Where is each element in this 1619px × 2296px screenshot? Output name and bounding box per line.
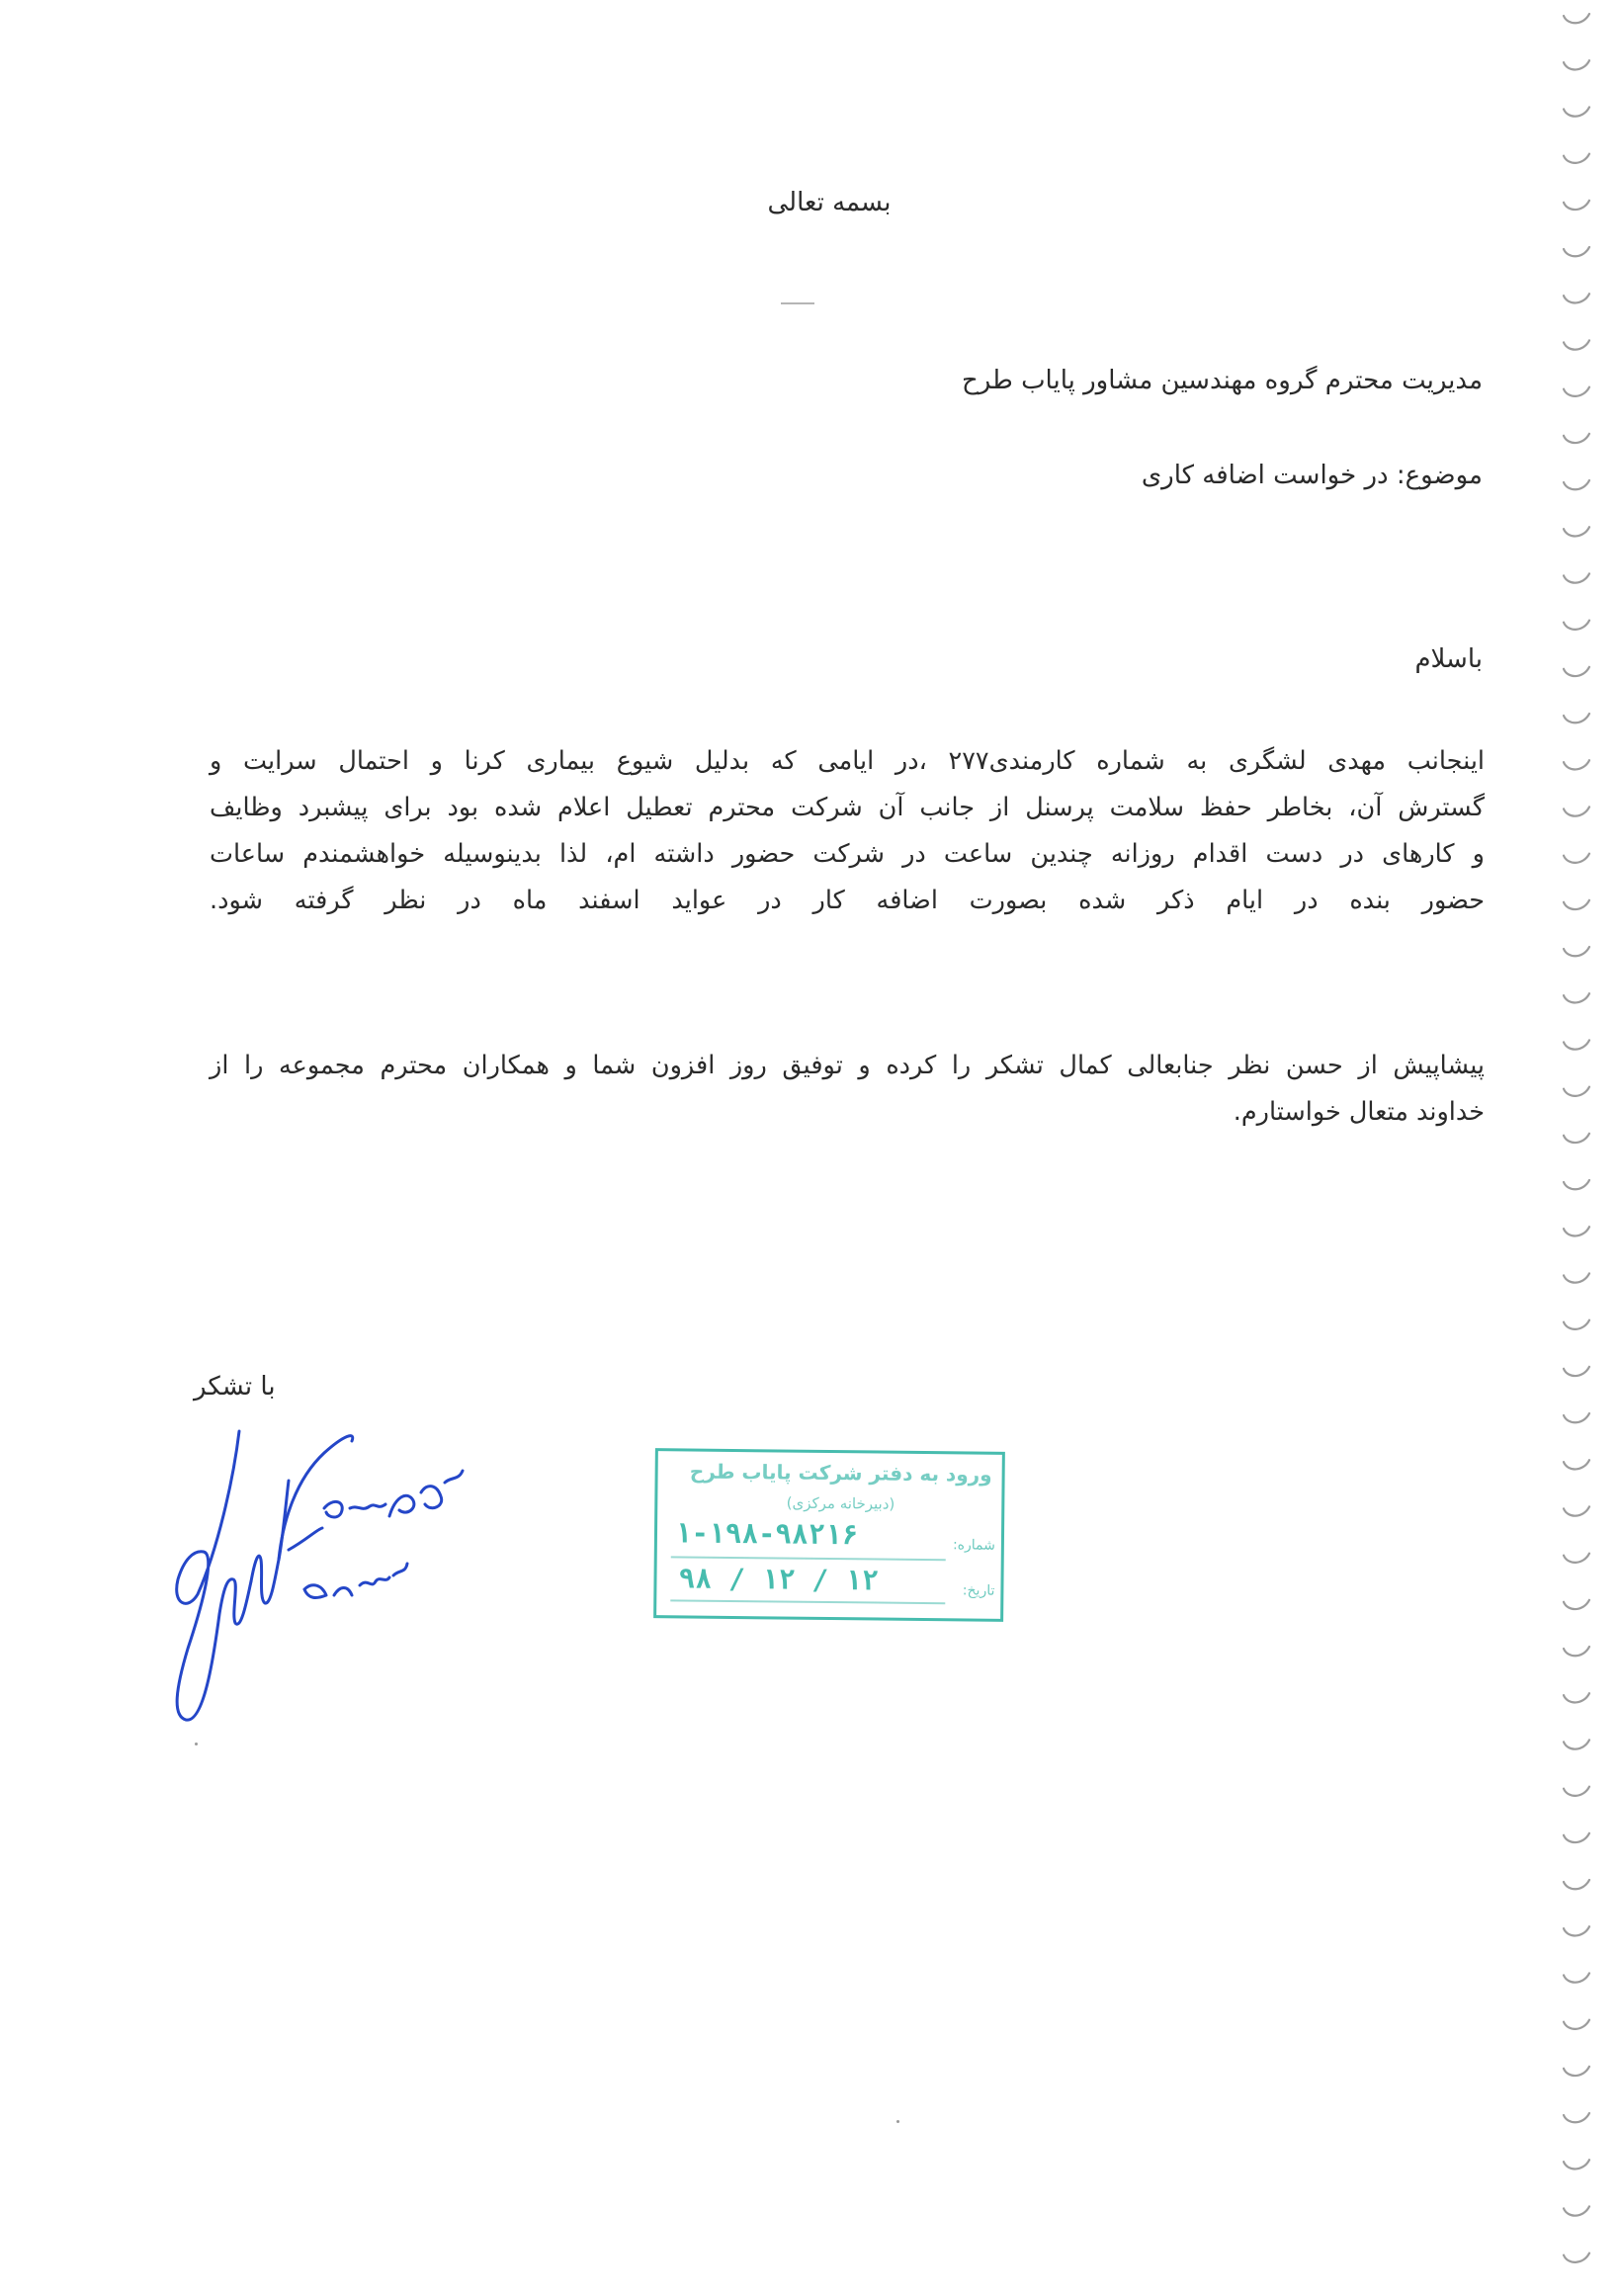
binding-hole [1564,2020,1589,2029]
binding-hole [1564,947,1589,956]
body-line-1: اینجانب مهدی لشگری به شماره کارمندی۲۷۷ ،در ایامی که بدلیل شیوع بیماری کرنا و احتمال سرایت و [210,746,1486,776]
binding-hole [1564,760,1589,769]
binding-hole [1564,1600,1589,1609]
binding-hole [1564,1926,1589,1935]
body-line-4: حضور بنده در ایام ذکر شده بصورت اضافه کار در عواید اسفند ماه در نظر گرفته شود. [210,886,1485,915]
binding-hole [1564,107,1589,116]
binding-hole [1564,854,1589,863]
binding-hole [1564,1040,1589,1049]
closing-line-2: خداوند متعال خواستارم. [1233,1097,1485,1127]
stamp-number-value: ۱-۱۹۸-۹۸۲۱۶ [674,1516,859,1552]
recipient-line: مدیریت محترم گروه مهندسین مشاور پایاب طرح [961,366,1483,395]
binding-hole [1564,1087,1589,1096]
binding-hole [1564,1273,1589,1282]
binding-hole [1564,1880,1589,1889]
body-paragraph [210,738,1485,924]
stamp-date-value: ۹۸ / ۱۲ / ۱۲ [678,1562,879,1597]
binding-hole [1564,1740,1589,1748]
binding-hole [1564,1787,1589,1796]
binding-hole [1564,1413,1589,1422]
binding-hole [1564,1506,1589,1515]
stamp-date-rule [670,1599,945,1604]
binding-hole [1564,201,1589,210]
binding-hole [1564,1647,1589,1656]
stamp-subtitle: (دبیرخانه مرکزی) [786,1493,895,1513]
body-line-3: و کارهای در دست اقدام روزانه چندین ساعت در شرکت حضور داشته ام، لذا بدینوسیله خواهشمندم ساعات [210,839,1485,869]
binding-hole [1564,480,1589,489]
binding-hole [1564,527,1589,536]
office-entry-stamp [653,1448,1005,1622]
binding-hole [1564,14,1589,23]
binding-hole [1564,1973,1589,1982]
handwritten-signature [148,1402,514,1738]
scan-speck [195,1743,198,1745]
binding-hole [1564,387,1589,396]
greeting: باسلام [1414,644,1483,674]
binding-hole [1564,573,1589,582]
binding-hole [1564,294,1589,302]
binding-hole [1564,1134,1589,1143]
binding-hole [1564,434,1589,443]
binding-hole [1564,667,1589,676]
binding-hole [1564,2113,1589,2122]
stamp-number-label: شماره: [952,1537,995,1554]
binding-hole [1564,2206,1589,2215]
binding-hole [1564,2160,1589,2168]
stamp-date-label: تاریخ: [962,1582,995,1599]
stamp-title: ورود به دفتر شرکت پایاب طرح [689,1459,992,1487]
stamp-number-rule [671,1556,946,1561]
scan-speck [896,2120,899,2123]
binding-hole [1564,1693,1589,1702]
binding-hole [1564,247,1589,256]
body-line-2: گسترش آن، بخاطر حفظ سلامت پرسنل از جانب آن شرکت محترم تعطیل اعلام شده بود برای پیشبرد وظایف [210,793,1485,822]
subject-line: موضوع: در خواست اضافه کاری [1141,461,1483,490]
binding-hole [1564,1367,1589,1376]
binding-holes [1558,0,1597,2296]
binding-hole [1564,621,1589,630]
heading-mark [781,302,814,304]
closing-line-1: پیشاپیش از حسن نظر جنابعالی کمال تشکر را کرده و توفیق روز افزون شما و همکاران محترم مجموعه را از [210,1051,1485,1080]
sign-off: با تشکر [194,1372,276,1402]
binding-hole [1564,714,1589,723]
binding-hole [1564,900,1589,909]
binding-hole [1564,1180,1589,1189]
binding-hole [1564,1227,1589,1235]
binding-hole [1564,154,1589,163]
binding-hole [1564,2067,1589,2076]
binding-hole [1564,2253,1589,2262]
binding-hole [1564,993,1589,1002]
binding-hole [1564,60,1589,69]
closing-paragraph [210,1043,1485,1136]
binding-hole [1564,1554,1589,1563]
binding-hole [1564,1320,1589,1329]
binding-hole [1564,1833,1589,1842]
binding-hole [1564,1460,1589,1469]
binding-hole [1564,807,1589,815]
letter-heading: بسمه تعالی [767,188,892,217]
binding-hole [1564,340,1589,349]
